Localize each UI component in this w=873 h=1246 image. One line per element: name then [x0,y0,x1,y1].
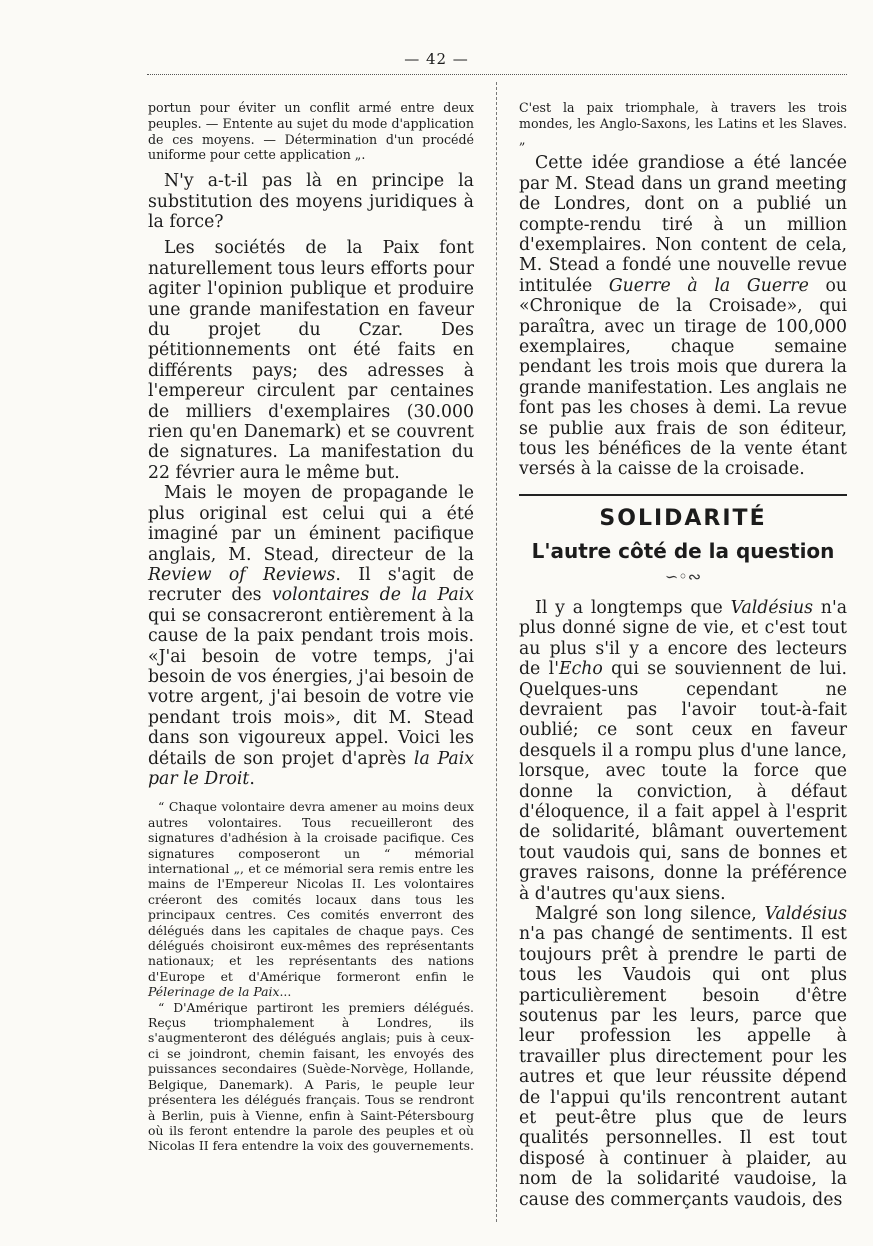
paragraph [519,153,847,480]
paragraph [148,483,474,789]
italic-text: Valdésius [764,903,847,924]
italic-text: la Paix par le Droit [148,748,474,789]
text: ... [279,984,292,1000]
italic-text: volontaires de la Paix [271,585,474,606]
header-rule [147,74,847,75]
left-column [148,100,474,1154]
text: ou «Chronique de la Croisade», qui paraîtra, avec un tirage de 100,000 exemplaires, chaque semaine pendant les trois mois que durera la grande manifestation. Les anglais ne font pas les choses à demi. La revue se publie aux frais de son éditeur, tous les bénéfices de la vente étant versés à la caisse de la croisade. [519,275,848,480]
section-rule [519,494,847,496]
paragraph [519,598,847,904]
text: n'a plus donné signe de vie, et c'est tout au plus s'il y a encore des lecteurs de l' [519,597,847,680]
text: qui se consacreront entièrement à la cause de la paix pendant trois mois. «J'ai besoin de votre temps, j'ai besoin de vos énergies, j'ai besoin de votre argent, j'ai besoin de votre vie pendant trois mois», dit M. Stead dans son vigoureux appel. Voici les détails de son projet d'après [148,605,474,769]
italic-text: Echo [558,659,603,680]
quote-end: C'est la paix triomphale, à travers les trois mondes, les Anglo-Saxons, les Latins et les Slaves. „ [519,100,847,147]
ornament-icon: ∽◦∾ [664,566,702,586]
quotation: “ D'Amérique partiront les premiers délégués. Reçus triomphalement à Londres, ils s'augmenteront des délégués anglais; puis à ceux-ci se joindront, chemin faisant, les envoyés des puissances secondaires (Suède-Norvège, Hollande, Belgique, Danemark). A Paris, le peuple leur présentera les délégués français. Tous se rendront à Berlin, puis à Vienne, enfin à Saint-Pétersbourg où ils feront entendre la parole des peuples et où Nicolas II fera entendre la voix des gouvernements. [148,999,474,1154]
text: Mais le moyen de propagande le plus original est celui qui a été imaginé par un éminent pacifique anglais, M. Stead, directeur de la [148,483,474,565]
section-title: SOLIDARITÉ [599,505,767,531]
paragraph: Les sociétés de la Paix font naturellement tous leurs efforts pour agiter l'opinion publique et produire une grande manifestation en faveur du projet du Czar. Des pétitionnements ont été faits en différents pays; des adresses à l'empereur circulent par centaines de milliers d'exemplaires (30.000 rien qu'en Danemark) et se couvrent de signatures. La manifestation du 22 février aura le même but. [148,238,474,483]
italic-text: Valdésius [730,597,813,618]
text: . [249,768,255,789]
text: n'a pas changé de sentiments. Il est toujours prêt à prendre le parti de tous les Vaudois qui ont plus particulièrement besoin d'être soutenus par les leurs, parce que leur profession les appelle à travailler plus directement pour les autres et que leur réussite dépend de l'appui qu'ils rencontrent autant et peut-être plus que de leurs qualités personnelles. Il est tout disposé à continuer à plaider, au nom de la solidarité vaudoise, la cause des commerçants vaudois, des [519,924,847,1210]
column-divider [496,82,497,1222]
right-column [519,100,847,1210]
italic-text: Guerre à la Guerre [608,275,809,296]
quotation [148,799,474,999]
text: . Il s'agit de recruter des [148,564,474,606]
paragraph: N'y a-t-il pas là en principe la substitution des moyens juridiques à la force? [148,171,474,232]
intro-note: portun pour éviter un conflit armé entre deux peuples. — Entente au sujet du mode d'application de ces moyens. — Détermination d'un procédé uniforme pour cette application „. [148,100,474,163]
text: Cette idée grandiose a été lancée par M. Stead dans un grand meeting de Londres, dont on a publié un compte-rendu tiré à un million d'exemplaires. Non content de cela, M. Stead a fondé une nouvelle revue intitulée [519,153,847,296]
page-number: — 42 — [404,50,469,68]
paragraph [519,904,847,1210]
italic-text: Review of Reviews [148,564,336,585]
text: Malgré son long silence, [535,903,765,924]
section-subtitle: L'autre côté de la question [531,538,835,563]
text: Il y a longtemps que [535,597,731,618]
italic-text: Pélerinage de la Paix [148,984,280,1000]
text: qui se souviennent de lui. Quelques-uns cependant ne devraient pas l'avoir tout-à-fait oublié; ce sont ceux en faveur desquels il a rompu plus d'une lance, lorsque, avec toute la force que donne la conviction, à défaut d'éloquence, il a fait appel à l'esprit de solidarité, blâmant ouvertement tout vaudois qui, sans de bonnes et graves raisons, donne la préférence à d'autres qu'aux siens. [519,659,848,904]
text: “ Chaque volontaire devra amener au moins deux autres volontaires. Tous recueilleront des signatures d'adhésion à la croisade pacifique. Ces signatures composeront un “ mémorial international „, et ce mémorial sera remis entre les mains de l'Empereur Nicolas II. Les volontaires créeront des comités locaux dans tous les principaux centres. Ces comités enverront des délégués dans les capitales de chaque pays. Ces délégués choisiront eux-mêmes des représentants nationaux; et les représentants des nations d'Europe et d'Amérique formeront enfin le [148,799,474,984]
